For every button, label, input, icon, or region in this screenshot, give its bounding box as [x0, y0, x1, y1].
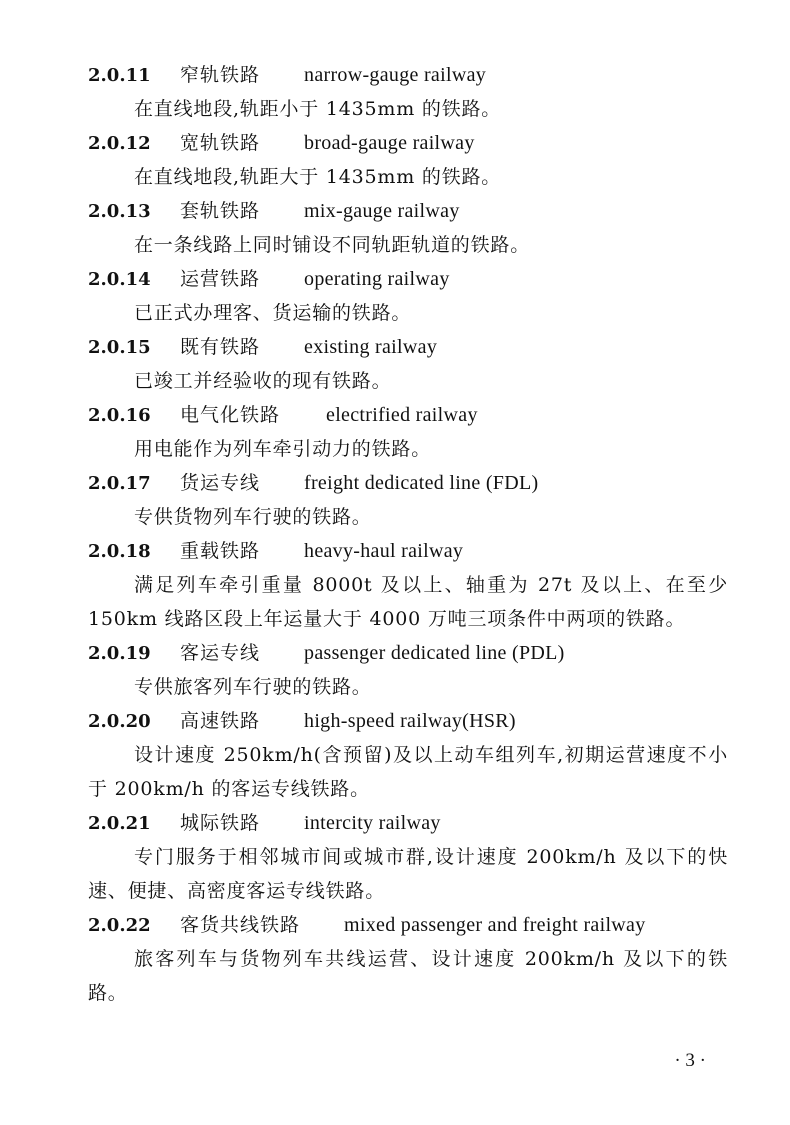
term-english: heavy-haul railway [304, 540, 464, 562]
term-entry [88, 330, 728, 398]
term-english: mixed passenger and freight railway [344, 914, 646, 936]
term-definition: 在直线地段,轨距大于 1435mm 的铁路。 [134, 166, 502, 188]
term-heading [88, 908, 728, 942]
term-english: broad-gauge railway [304, 132, 475, 154]
term-english: passenger dedicated line (PDL) [304, 642, 565, 664]
term-entry [88, 262, 728, 330]
term-definition: 满足列车牵引重量 8000t 及以上、轴重为 27t 及以上、在至少 150km 线路区段上年运量大于 4000 万吨三项条件中两项的铁路。 [88, 574, 728, 630]
term-entry [88, 126, 728, 194]
term-definition: 旅客列车与货物列车共线运营、设计速度 200km/h 及以下的铁路。 [88, 948, 728, 1004]
term-definition: 在一条线路上同时铺设不同轨距轨道的铁路。 [134, 234, 531, 256]
term-number: 2.0.13 [88, 201, 151, 222]
term-entry [88, 58, 728, 126]
term-number: 2.0.12 [88, 133, 151, 154]
term-definition: 专供旅客列车行驶的铁路。 [134, 676, 372, 698]
term-entry [88, 806, 728, 908]
term-english: freight dedicated line (FDL) [304, 472, 539, 494]
term-number: 2.0.17 [88, 473, 151, 494]
term-chinese: 窄轨铁路 [180, 64, 261, 86]
term-definition: 专门服务于相邻城市间或城市群,设计速度 200km/h 及以下的快速、便捷、高密度客运专线铁路。 [88, 846, 728, 902]
term-english: operating railway [304, 268, 450, 290]
term-chinese: 高速铁路 [180, 710, 261, 732]
term-entry [88, 194, 728, 262]
term-chinese: 电气化铁路 [180, 404, 281, 426]
term-heading [88, 330, 728, 364]
term-heading [88, 704, 728, 738]
term-definition: 用电能作为列车牵引动力的铁路。 [134, 438, 432, 460]
term-definition: 已正式办理客、货运输的铁路。 [134, 302, 412, 324]
term-chinese: 重载铁路 [180, 540, 261, 562]
term-definition: 设计速度 250km/h(含预留)及以上动车组列车,初期运营速度不小于 200km/h 的客运专线铁路。 [88, 744, 728, 800]
term-heading [88, 636, 728, 670]
term-entry [88, 534, 728, 636]
term-chinese: 客运专线 [180, 642, 261, 664]
term-chinese: 宽轨铁路 [180, 132, 261, 154]
term-number: 2.0.21 [88, 813, 151, 834]
term-english: narrow-gauge railway [304, 64, 487, 86]
term-entry [88, 908, 728, 1010]
term-english: intercity railway [304, 812, 441, 834]
term-number: 2.0.18 [88, 541, 151, 562]
term-definition: 在直线地段,轨距小于 1435mm 的铁路。 [134, 98, 502, 120]
term-chinese: 套轨铁路 [180, 200, 261, 222]
term-english: high-speed railway(HSR) [304, 710, 516, 732]
term-entry [88, 636, 728, 704]
term-definition: 已竣工并经验收的现有铁路。 [134, 370, 392, 392]
term-english: mix-gauge railway [304, 200, 460, 222]
term-english: electrified railway [326, 404, 478, 426]
term-number: 2.0.19 [88, 643, 151, 664]
term-entry [88, 398, 728, 466]
term-list [88, 58, 728, 1010]
term-chinese: 运营铁路 [180, 268, 261, 290]
term-chinese: 既有铁路 [180, 336, 261, 358]
term-number: 2.0.15 [88, 337, 151, 358]
term-number: 2.0.16 [88, 405, 151, 426]
term-heading [88, 262, 728, 296]
term-heading [88, 398, 728, 432]
term-chinese: 客货共线铁路 [180, 914, 301, 936]
term-chinese: 货运专线 [180, 472, 261, 494]
term-heading [88, 534, 728, 568]
term-number: 2.0.20 [88, 711, 151, 732]
term-chinese: 城际铁路 [180, 812, 261, 834]
term-entry [88, 466, 728, 534]
term-entry [88, 704, 728, 806]
term-heading [88, 194, 728, 228]
term-heading [88, 126, 728, 160]
term-heading [88, 806, 728, 840]
term-number: 2.0.11 [88, 65, 151, 86]
term-english: existing railway [304, 336, 438, 358]
term-definition: 专供货物列车行驶的铁路。 [134, 506, 372, 528]
term-heading [88, 58, 728, 92]
term-number: 2.0.22 [88, 915, 151, 936]
page-number: · 3 · [674, 1050, 706, 1071]
term-heading [88, 466, 728, 500]
term-number: 2.0.14 [88, 269, 151, 290]
